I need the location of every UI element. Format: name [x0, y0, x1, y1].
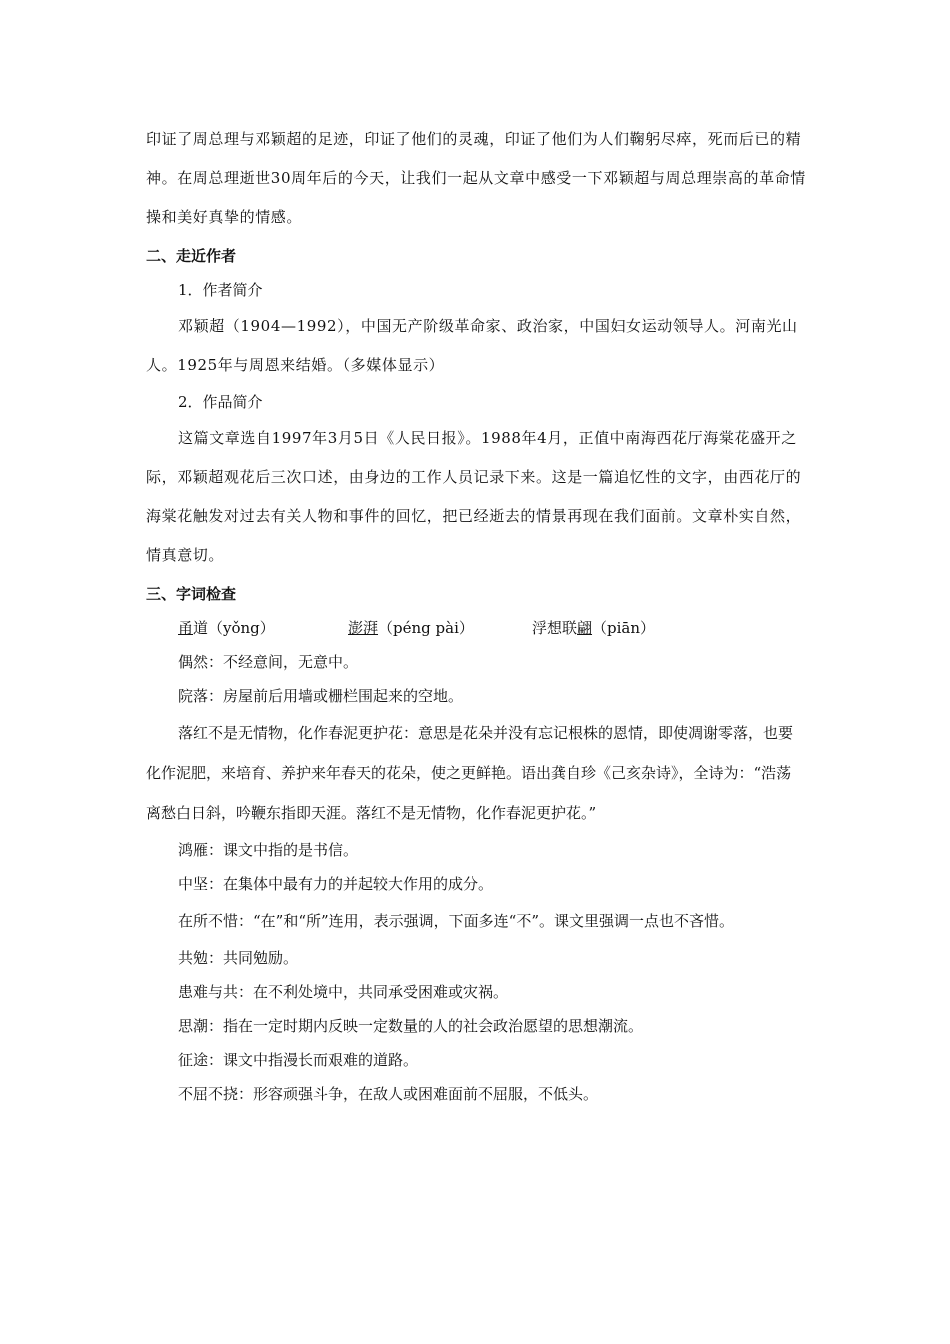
- work-intro-title: 2．作品简介: [178, 393, 263, 411]
- vocab-underlined-char: 翩: [577, 619, 593, 637]
- definition-item: 不屈不挠：形容顽强斗争，在敌人或困难面前不屈服，不低头。: [178, 1085, 599, 1103]
- section-heading-author: 二、走近作者: [146, 247, 237, 265]
- vocab-prefix: 浮想联: [532, 619, 578, 637]
- definition-item: 思潮：指在一定时期内反映一定数量的人的社会政治愿望的思想潮流。: [178, 1017, 644, 1035]
- document-body: [146, 120, 806, 1111]
- vocab-item: [532, 611, 655, 645]
- author-intro-text: 邓颖超（1904—1992），中国无产阶级革命家、政治家，中国妇女运动领导人。河南光山人。1925年与周恩来结婚。（多媒体显示）: [146, 317, 798, 374]
- vocab-pinyin: （péng pài）: [378, 619, 474, 637]
- vocab-underlined-char: 澎湃: [348, 619, 379, 637]
- vocab-pinyin: 道（yǒng）: [193, 619, 275, 637]
- vocab-underlined-char: 甬: [178, 619, 194, 637]
- definition-item: 院落：房屋前后用墙或栅栏围起来的空地。: [178, 687, 464, 705]
- work-intro-text: 这篇文章选自1997年3月5日《人民日报》。1988年4月，正值中南海西花厅海棠花盛开之际，邓颖超观花后三次口述，由身边的工作人员记录下来。这是一篇追忆性的文字，由西花厅的海棠花触发对过去有关人物和事件的回忆，把已经逝去的情景再现在我们面前。文章朴实自然，情真意切。: [146, 429, 802, 564]
- author-intro-title: 1．作者简介: [178, 281, 263, 299]
- intro-paragraph: 印证了周总理与邓颖超的足迹，印证了他们的灵魂，印证了他们为人们鞠躬尽瘁，死而后已的精神。在周总理逝世30周年后的今天，让我们一起从文章中感受一下邓颖超与周总理崇高的革命情操和美好真挚的情感。: [146, 130, 806, 226]
- vocab-item: [348, 611, 532, 645]
- definition-zaisuo: 在所不惜：“在”和“所”连用，表示强调，下面多连“不”。课文里强调一点也不吝惜。: [178, 912, 735, 930]
- section-heading-vocab: 三、字词检查: [146, 585, 237, 603]
- vocab-item: [178, 611, 348, 645]
- definition-item: 共勉：共同勉励。: [178, 949, 299, 967]
- definition-item: 征途：课文中指漫长而艰难的道路。: [178, 1051, 419, 1069]
- definition-item: 患难与共：在不利处境中，共同承受困难或灾祸。: [178, 983, 509, 1001]
- definition-item: 偶然：不经意间，无意中。: [178, 653, 359, 671]
- vocab-pinyin: （piān）: [592, 619, 656, 637]
- definition-item: 鸿雁：课文中指的是书信。: [178, 841, 359, 859]
- definition-item: 中坚：在集体中最有力的并起较大作用的成分。: [178, 875, 494, 893]
- definition-luohong: 落红不是无情物，化作春泥更护花：意思是花朵并没有忘记根株的恩情，即使凋谢零落，也要化作泥肥，来培育、养护来年春天的花朵，使之更鲜艳。语出龚自珍《己亥杂诗》，全诗为：“浩荡离愁白日斜，吟鞭东指即天涯。落红不是无情物，化作春泥更护花。”: [146, 724, 794, 822]
- vocab-row: [146, 611, 806, 645]
